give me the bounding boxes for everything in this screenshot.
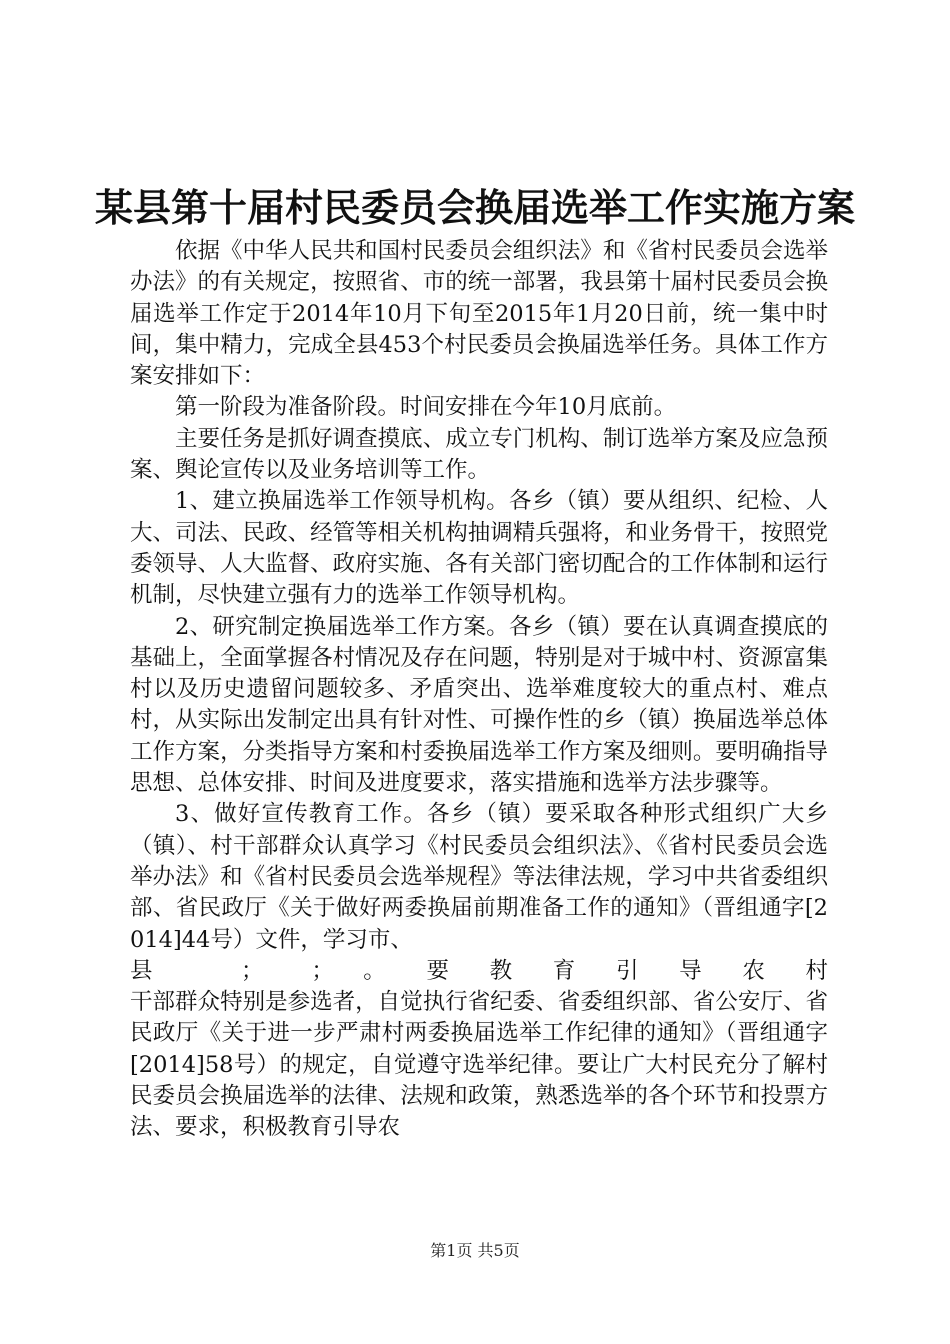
paragraph-item-3: 3、做好宣传教育工作。各乡（镇）要采取各种形式组织广大乡（镇）、村干部群众认真学习《村民委员会组织法》、《省村民委员会选举办法》和《省村民委员会选举规程》等法律法规，学习中共省委组织部、省民政厅《关于做好两委换届前期准备工作的通知》（晋组通字[2014]44号）文件，学习市、 (130, 801, 828, 953)
paragraph-item-3-tail: 干部群众特别是参选者，自觉执行省纪委、省委组织部、省公安厅、省民政厅《关于进一步严肃村两委换届选举工作纪律的通知》（晋组通字[2014]58号）的规定，自觉遵守选举纪律。要让广大村民充分了解村民委员会换届选举的法律、法规和政策，熟悉选举的各个环节和投票方法、要求，积极教育引导农 (130, 989, 828, 1141)
gap-line-part-1: 县 (130, 957, 194, 984)
paragraph-intro: 依据《中华人民共和国村民委员会组织法》和《省村民委员会选举办法》的有关规定，按照省、市的统一部署，我县第十届村民委员会换届选举工作定于2014年10月下旬至2015年1月20日前，统一集中时间，集中精力，完成全县453个村民委员会换届选举任务。具体工作方案安排如下： (130, 238, 828, 390)
paragraph-item-1: 1、建立换届选举工作领导机构。各乡（镇）要从组织、纪检、人大、司法、民政、经管等相关机构抽调精兵强将，和业务骨干，按照党委领导、人大监督、政府实施、各有关部门密切配合的工作体制和运行机制，尽快建立强有力的选举工作领导机构。 (130, 488, 828, 609)
document-body (130, 236, 828, 1144)
gap-line-part-2: ； (241, 957, 264, 984)
paragraph-item-2: 2、研究制定换届选举工作方案。各乡（镇）要在认真调查摸底的基础上，全面掌握各村情况及存在问题，特别是对于城中村、资源富集村以及历史遗留问题较多、矛盾突出、选举难度较大的重点村、难点村，从实际出发制定出具有针对性、可操作性的乡（镇）换届选举总体工作方案，分类指导方案和村委换届选举工作方案及细则。要明确指导思想、总体安排、时间及进度要求，落实措施和选举方法步骤等。 (130, 613, 828, 797)
page-footer: 第1页 共5页 (430, 1241, 520, 1260)
document-title: 某县第十届村民委员会换届选举工作实施方案 (94, 185, 855, 230)
paragraph-stage-one: 第一阶段为准备阶段。时间安排在今年10月底前。 (175, 394, 677, 421)
gap-line-part-3: ；。要教育引导农村 (311, 957, 828, 984)
paragraph-main-tasks: 主要任务是抓好调查摸底、成立专门机构、制订选举方案及应急预案、舆论宣传以及业务培训等工作。 (130, 425, 828, 484)
paragraph-item-3-gap-line (130, 956, 828, 987)
